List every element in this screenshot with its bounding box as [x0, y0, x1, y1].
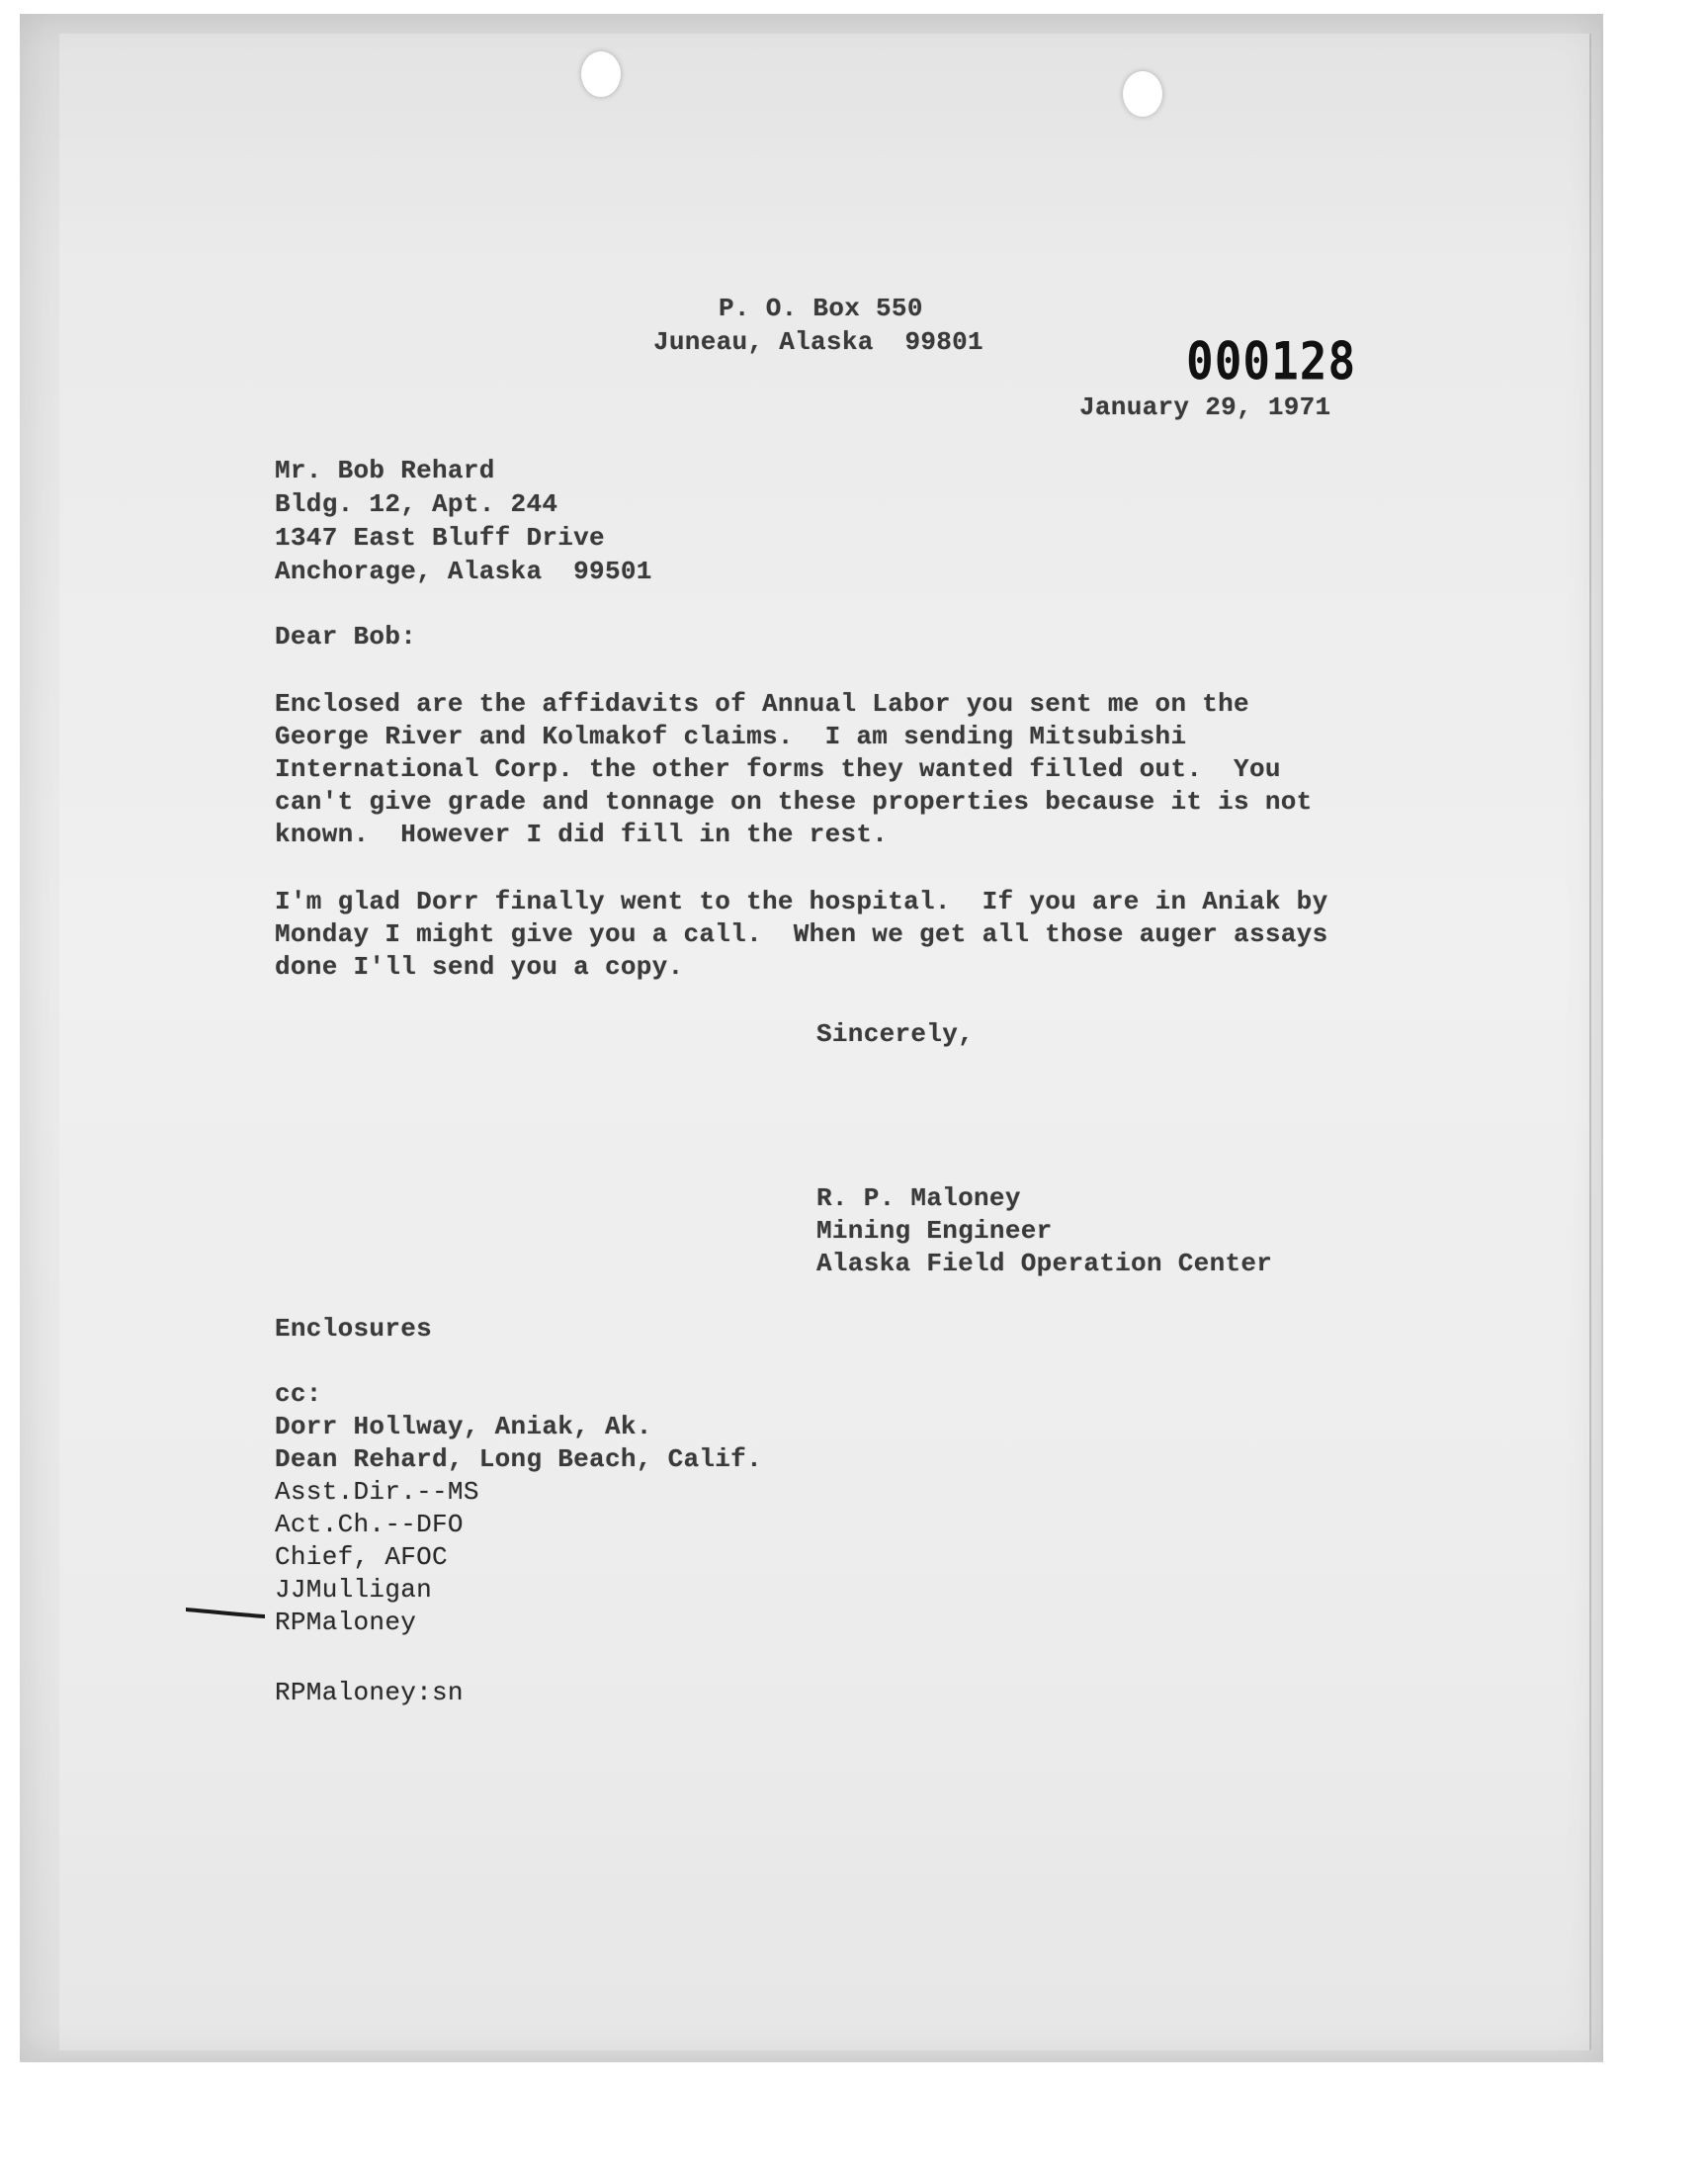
- salutation: Dear Bob:: [275, 622, 417, 652]
- body-p1-line-5: known. However I did fill in the rest.: [275, 820, 889, 849]
- recipient-address-line-4: Anchorage, Alaska 99501: [275, 557, 652, 586]
- cc-item: Dean Rehard, Long Beach, Calif.: [275, 1444, 762, 1474]
- signature-org: Alaska Field Operation Center: [816, 1249, 1273, 1278]
- body-p1-line-4: can't give grade and tonnage on these properties because it is not: [275, 787, 1313, 817]
- cc-label: cc:: [275, 1379, 322, 1409]
- body-p1-line-2: George River and Kolmakof claims. I am sending Mitsubishi: [275, 722, 1187, 751]
- letterhead-line-2: Juneau, Alaska 99801: [653, 327, 983, 357]
- body-p2-line-1: I'm glad Dorr finally went to the hospital. If you are in Aniak by: [275, 887, 1328, 916]
- cc-item: Dorr Hollway, Aniak, Ak.: [275, 1412, 652, 1441]
- enclosures-label: Enclosures: [275, 1314, 433, 1344]
- signature-name: R. P. Maloney: [816, 1183, 1021, 1213]
- cc-item: JJMulligan: [275, 1575, 433, 1605]
- recipient-name: Mr. Bob Rehard: [275, 456, 495, 485]
- body-p2-line-3: done I'll send you a copy.: [275, 952, 684, 982]
- closing: Sincerely,: [816, 1019, 975, 1049]
- typist-initials: RPMaloney:sn: [275, 1678, 464, 1707]
- punch-hole-left: [581, 51, 621, 97]
- cc-item: Asst.Dir.--MS: [275, 1477, 479, 1507]
- letter-date: January 29, 1971: [1079, 392, 1331, 422]
- body-p2-line-2: Monday I might give you a call. When we get all those auger assays: [275, 919, 1328, 949]
- recipient-address-line-2: Bldg. 12, Apt. 244: [275, 489, 558, 519]
- signature-title: Mining Engineer: [816, 1216, 1053, 1246]
- cc-item: RPMaloney: [275, 1608, 417, 1637]
- letterhead-line-1: P. O. Box 550: [719, 294, 923, 323]
- body-p1-line-1: Enclosed are the affidavits of Annual Labor you sent me on the: [275, 689, 1249, 719]
- recipient-address-line-3: 1347 East Bluff Drive: [275, 523, 605, 553]
- cc-item: Act.Ch.--DFO: [275, 1510, 464, 1539]
- document-stamp-number: 000128: [1186, 329, 1357, 392]
- punch-hole-right: [1123, 71, 1162, 117]
- cc-item: Chief, AFOC: [275, 1542, 448, 1572]
- pen-mark-icon: [186, 1608, 265, 1619]
- body-p1-line-3: International Corp. the other forms they wanted filled out. You: [275, 754, 1281, 784]
